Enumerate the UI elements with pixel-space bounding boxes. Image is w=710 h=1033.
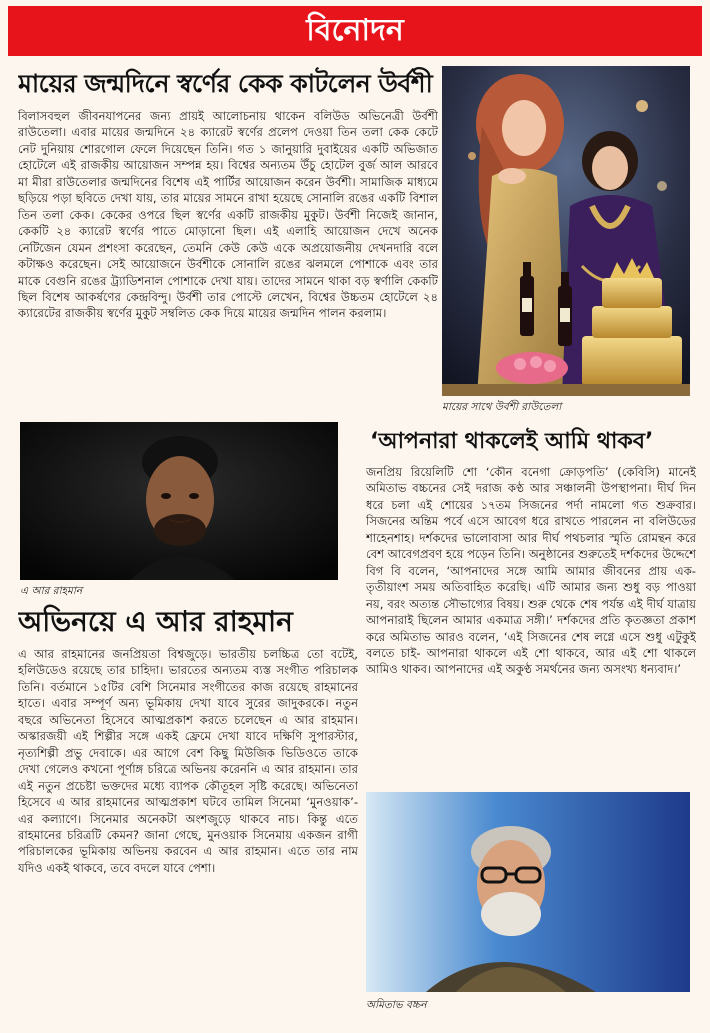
urvashi-photo xyxy=(442,66,690,396)
amitabh-photo-art xyxy=(366,792,690,992)
article3-headline: অভিনয়ে এ আর রাহমান xyxy=(18,605,293,638)
article2-headline: ‘আপনারা থাকলেই আমি থাকব’ xyxy=(370,429,654,454)
urvashi-photo-art xyxy=(442,66,690,396)
article1-body: বিলাসবহুল জীবনযাপনের জন্য প্রায়ই আলোচনায় থাকেন বলিউড অভিনেত্রী উর্বশী রাউতেলা। এবার মায়ের জন্মদিনে ২৪ ক্যারেট স্বর্ণের প্রলেপ দেওয়া তিন তলা কেক কেটে নেট দুনিয়ায় শোরগোল ফেলে দিয়েছেন তিনি। গত ১ জানুয়ারি দুবাইয়ের একটি অভিজাত হোটেলে এই রাজকীয় আয়োজন সম্পন্ন হয়। বিশ্বের অন্যতম উঁচু হোটেল বুর্জ আল আরবে মা মীরা রাউতেলার জন্মদিনের বিশেষ এই পার্টির আয়োজন করেন উর্বশী। সামাজিক মাধ্যমে ছড়িয়ে পড়া ছবিতে দেখা যায়, তার মায়ের সামনে রাখা হয়েছে সোনালি রঙের একটি বিশাল তিন তলা কেক। কেকের ওপরে ছিল স্বর্ণের একটি রাজকীয় মুকুট। উর্বশী নিজেই জানান, কেকটি ২৪ ক্যারেট স্বর্ণের পাতে মোড়ানো ছিল। এই এলাহি আয়োজন দেখে অনেক নেটিজেন যেমন প্রশংসা করেছেন, তেমনি কেউ কেউ একে অপ্রয়োজনীয় দেখনদারি বলে কটাক্ষও করেছেন। সেই আয়োজনে উর্বশীকে সোনালি রঙের ঝলমলে পোশাকে এবং তার মাকে বেগুনি রঙের ট্র্যাডিশনাল পোশাকে দেখা যায়। তাদের সামনে থাকা বড় স্বর্ণালি কেকটি ছিল বিশেষ আকর্ষণের কেন্দ্রবিন্দু। উর্বশী তার পোস্টে লেখেন, বিশ্বের উচ্চতম হোটেলে ২৪ ক্যারেটের রাজকীয় স্বর্ণের মুকুট সম্বলিত কেক দিয়ে মায়ের জন্মদিন পালন করলাম। xyxy=(18,109,438,321)
urvashi-photo-caption: মায়ের সাথে উর্বশী রাউতেলা xyxy=(442,401,562,413)
article2-body: জনপ্রিয় রিয়েলিটি শো ‘কৌন বনেগা ক্রোড়পতি’ (কেবিসি) মানেই অমিতাভ বচ্চনের সেই দরাজ কণ্ঠ আর সঞ্চালনী উপস্থাপনা। দীর্ঘ দিন ধরে চলা এই শোয়ের ১৭তম সিজনের পর্দা নামলো গত শুক্রবার। সিজনের অন্তিম পর্বে এসে আবেগ ধরে রাখতে পারলেন না বলিউডের শাহেনশাহ। দর্শকদের ভালোবাসা আর দীর্ঘ পথচলার স্মৃতি রোমন্থন করে বেশ আবেগপ্রবণ হয়ে পড়েন তিনি। অনুষ্ঠানের শুরুতেই দর্শকদের উদ্দেশে বিগ বি বলেন, ‘আপনাদের সঙ্গে আমি আমার জীবনের প্রায় এক-তৃতীয়াংশ সময় অতিবাহিত করেছি। এটি আমার জন্য শুধু বড় পাওয়া নয়, বরং অত্যন্ত সৌভাগ্যের বিষয়। শুরু থেকে শেষ পর্যন্ত এই দীর্ঘ যাত্রায় আপনারাই ছিলেন আমার একমাত্র সঙ্গী।’ দর্শকদের প্রতি কৃতজ্ঞতা প্রকাশ করে অমিতাভ আরও বলেন, ‘এই সিজনের শেষ লগ্নে এসে শুধু এটুকুই বলতে চাই- আপনারা থাকলে এই শো থাকবে, আর এই শো থাকলে আমিও থাকব। আপনাদের এই অকুণ্ঠ সমর্থনের জন্য অসংখ্য ধন্যবাদ।’ xyxy=(366,465,696,677)
amitabh-photo xyxy=(366,792,690,992)
article3-body: এ আর রাহমানের জনপ্রিয়তা বিশ্বজুড়ে। ভারতীয় চলচ্চিত্র তো বটেই, হলিউডেও রয়েছে তার চাহিদা। ভারতের অন্যতম ব্যস্ত সংগীত পরিচালক তিনি। বর্তমানে ১৫টির বেশি সিনেমার সংগীতের কাজ রয়েছে রাহমানের হাতে। এবার সম্পূর্ণ অন্য ভূমিকায় দেখা যাবে সুরের জাদুকরকে। নতুন বছরে অভিনেতা হিসেবে আত্মপ্রকাশ করতে চলেছেন এ আর রাহমান। অস্কারজয়ী এই শিল্পীর সঙ্গে একই ফ্রেমে দেখা যাবে দক্ষিণি সুপারস্টার, নৃত্যশিল্পী প্রভু দেবাকে। এর আগে বেশ কিছু মিউজিক ভিডিওতে তাকে দেখা গেলেও কখনো পূর্ণাঙ্গ চরিত্রে অভিনয় করেননি এ আর রাহমান। তার এই নতুন প্রচেষ্টা ভক্তদের মধ্যে ব্যাপক কৌতূহল সৃষ্টি করেছে। অভিনেতা হিসেবে এ আর রাহমানের আত্মপ্রকাশ ঘটবে তামিল সিনেমা ‘মুনওয়াক’-এর কল্যাণে। সিনেমার অনেকটা অংশজুড়ে থাকবে নাচ। কিন্তু এতে রাহমানের চরিত্রটি কেমন? জানা গেছে, মুনওয়াক সিনেমায় একজন রাগী পরিচালকের ভূমিকায় অভিনয় করবেন এ আর রাহমান। এতে তার নাম যদিও একই থাকবে, তবে বদলে যাবে পেশা। xyxy=(18,647,358,875)
section-banner xyxy=(8,6,702,56)
article1-headline: মায়ের জন্মদিনে স্বর্ণের কেক কাটলেন উর্বশী xyxy=(18,69,433,98)
amitabh-photo-caption: অমিতাভ বচ্চন xyxy=(366,999,427,1011)
section-title: বিনোদন xyxy=(306,12,404,48)
rahman-photo xyxy=(20,422,338,580)
rahman-photo-caption: এ আর রাহমান xyxy=(20,585,83,597)
rahman-photo-art xyxy=(20,422,338,580)
